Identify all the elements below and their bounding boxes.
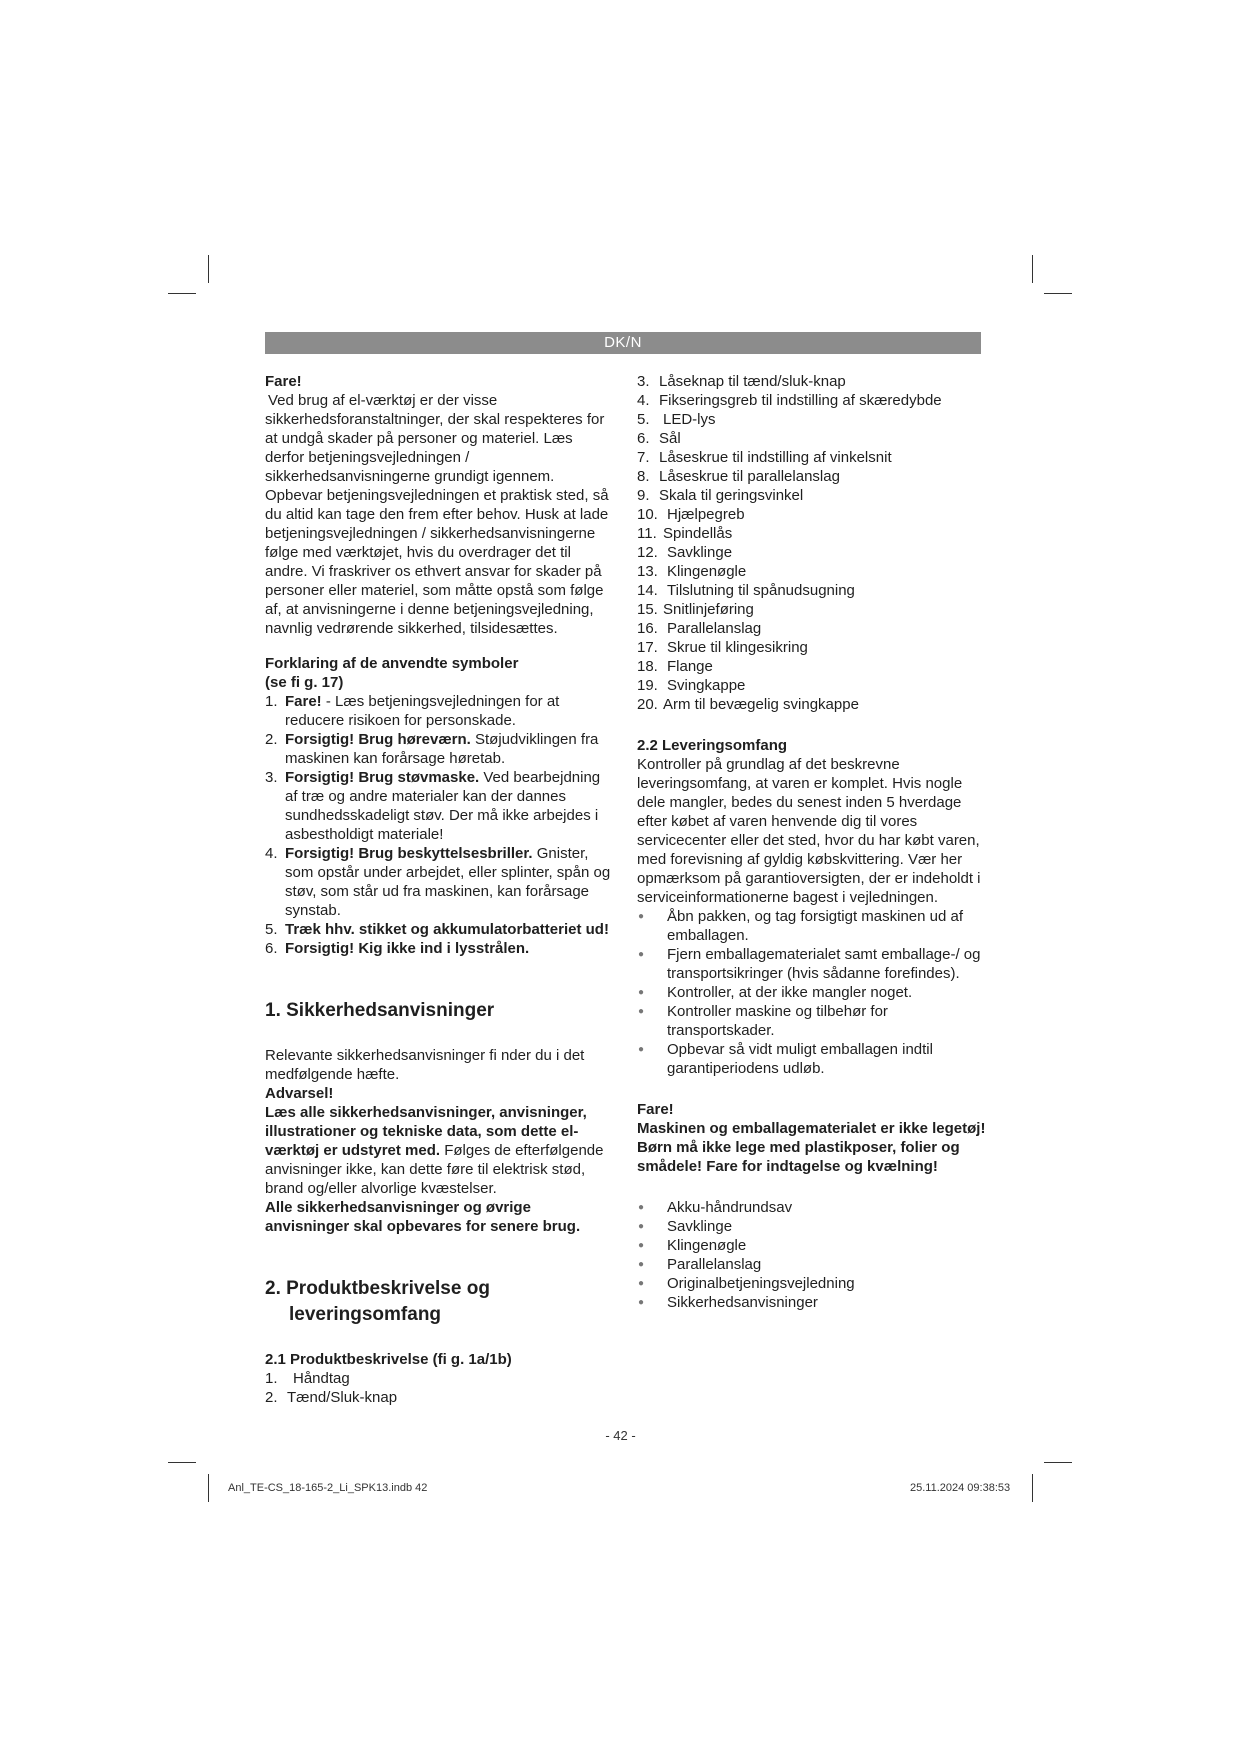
symbol-item: 1. Fare! - Læs betjeningsvejledningen for at reducere risikoen for personskade. xyxy=(265,693,560,729)
part-item: 1. Håndtag xyxy=(265,1370,350,1387)
part-item: 12. Savklinge xyxy=(637,544,733,561)
contents-item: ● Parallelanslag xyxy=(637,1255,987,1274)
unpack-steps-list xyxy=(637,907,987,1078)
part-item: 3. Låseknap til tænd/sluk-knap xyxy=(637,373,846,390)
symbol-item: 3. Forsigtig! Brug støvmaske. Ved bearbejdning af træ og andre materialer kan der dannes sundhedsskadeligt støv. Der må ikke arbejdes i asbestholdigt materiale! xyxy=(265,769,601,843)
contents-list xyxy=(637,1198,987,1312)
contents-item: ● Klingenøgle xyxy=(637,1236,987,1255)
unpack-step: ● Kontroller maskine og tilbehør for transportskader. xyxy=(637,1002,987,1040)
symbols-subheading: (se fi g. 17) xyxy=(265,674,344,691)
part-item: 4. Fikseringsgreb til indstilling af skæredybde xyxy=(637,392,942,409)
sub22-title: 2.2 Leveringsomfang xyxy=(637,737,788,754)
part-item: 16. Parallelanslag xyxy=(637,620,762,637)
part-item: 14. Tilslutning til spånudsugning xyxy=(637,582,855,599)
danger-text: Ved brug af el-værktøj er der visse sikkerhedsforanstaltninger, der skal respekteres for at undgå skader på personer og materiel. Læs derfor betjeningsvejledningen / sikkerhedsanvisningerne grundigt igennem. Opbevar betjeningsvejledningen et praktisk sted, så du altid kan tage den frem efter behov. Husk at lade betjeningsvejledningen / sikkerhedsanvisningerne følge med værktøjet, hvis du overdrager det til andre. Vi fraskriver os ethvert ansvar for skader på personer eller materiel, som måtte opstå som følge af, at anvisningerne i denne betjeningsvejledning, navnlig vedrørende sikkerhed, tilsidesættes. xyxy=(265,392,609,637)
crop-mark xyxy=(168,293,196,294)
page-number: - 42 - xyxy=(605,1428,636,1443)
section-tag: DK/N xyxy=(604,334,642,351)
crop-mark xyxy=(1044,293,1072,294)
unpack-step: ● Kontroller, at der ikke mangler noget. xyxy=(637,983,987,1002)
contents-item: ● Sikkerhedsanvisninger xyxy=(637,1293,987,1312)
part-item: 19. Svingkappe xyxy=(637,677,746,694)
part-item: 5. LED-lys xyxy=(637,411,716,428)
contents-item: ● Akku-håndrundsav xyxy=(637,1198,987,1217)
part-item: 10. Hjælpegreb xyxy=(637,506,745,523)
footer-file-info: Anl_TE-CS_18-165-2_Li_SPK13.indb 42 xyxy=(228,1482,428,1494)
section2-title: 2. Produktbeskrivelse og leveringsomfang xyxy=(265,1278,490,1325)
section-header-bar xyxy=(265,332,981,354)
unpack-step: ● Åbn pakken, og tag forsigtigt maskinen ud af emballagen. xyxy=(637,907,987,945)
crop-mark xyxy=(1032,255,1033,283)
part-item: 2. Tænd/Sluk-knap xyxy=(265,1389,398,1406)
part-item: 20. Arm til bevægelig svingkappe xyxy=(637,696,859,713)
symbol-item: 6. Forsigtig! Kig ikke ind i lysstrålen. xyxy=(265,940,530,957)
part-item: 9. Skala til geringsvinkel xyxy=(637,487,804,504)
symbol-item: 2. Forsigtig! Brug høreværn. Støjudviklingen fra maskinen kan forårsage høretab. xyxy=(265,731,599,767)
right-column xyxy=(637,372,987,1312)
part-item: 7. Låseskrue til indstilling af vinkelsnit xyxy=(637,449,892,466)
section1-title: 1. Sikkerhedsanvisninger xyxy=(265,1000,495,1021)
crop-mark xyxy=(168,1462,196,1463)
warning-title: Advarsel! xyxy=(265,1085,334,1102)
warning-text: Læs alle sikkerhedsanvisninger, anvisninger, illustrationer og tekniske data, som dette el-værktøj er udstyret med. Følges de efterfølgende anvisninger ikke, kan dette føre til elektrisk stød, brand og/eller alvorlige kvæstelser. xyxy=(265,1104,604,1197)
parts-list-start xyxy=(265,1369,613,1407)
part-item: 13. Klingenøgle xyxy=(637,563,747,580)
part-item: 11. Spindellås xyxy=(637,525,733,542)
part-item: 18. Flange xyxy=(637,658,713,675)
danger2-title: Fare! xyxy=(637,1101,674,1118)
crop-mark xyxy=(208,255,209,283)
left-column xyxy=(265,372,613,1407)
symbol-item: 4. Forsigtig! Brug beskyttelsesbriller. Gnister, som opstår under arbejdet, eller splinter, spån og støv, som står ud fra maskinen, kan forårsage synstab. xyxy=(265,845,611,919)
delivery-text: Kontroller på grundlag af det beskrevne leveringsomfang, at varen er komplet. Hvis nogle dele mangler, bedes du senest inden 5 hverdage efter købet af varen henvende dig til vores servicecenter eller det sted, hvor du har købt varen, med forevisning af gyldig købskvittering. Vær her opmærksom på garantioversigten, der er indeholdt i serviceinformationerne bagest i vejledningen. xyxy=(637,756,981,906)
section1-intro: Relevante sikkerhedsanvisninger fi nder du i det medfølgende hæfte. xyxy=(265,1047,585,1083)
part-item: 6. Sål xyxy=(637,430,681,447)
contents-item: ● Originalbetjeningsvejledning xyxy=(637,1274,987,1293)
part-item: 8. Låseskrue til parallelanslag xyxy=(637,468,840,485)
unpack-step: ● Opbevar så vidt muligt emballagen indtil garantiperiodens udløb. xyxy=(637,1040,987,1078)
keep-instructions-text: Alle sikkerhedsanvisninger og øvrige anvisninger skal opbevares for senere brug. xyxy=(265,1199,581,1235)
symbols-list xyxy=(265,692,613,958)
danger-title: Fare! xyxy=(265,373,302,390)
crop-mark xyxy=(1044,1462,1072,1463)
crop-mark xyxy=(1032,1474,1033,1502)
danger2-text: Maskinen og emballagematerialet er ikke legetøj! Børn må ikke lege med plastikposer, folier og smådele! Fare for indtagelse og kvælning! xyxy=(637,1120,986,1175)
symbol-item: 5. Træk hhv. stikket og akkumulatorbatteriet ud! xyxy=(265,921,609,938)
footer-date-info: 25.11.2024 09:38:53 xyxy=(910,1482,1011,1494)
unpack-step: ● Fjern emballagematerialet samt emballage-/ og transportsikringer (hvis sådanne forefindes). xyxy=(637,945,987,983)
part-item: 17. Skrue til klingesikring xyxy=(637,639,808,656)
parts-list-continued xyxy=(637,372,987,714)
sub21-title: 2.1 Produktbeskrivelse (fi g. 1a/1b) xyxy=(265,1351,512,1368)
part-item: 15. Snitlinjeføring xyxy=(637,601,754,618)
crop-mark xyxy=(208,1474,209,1502)
symbols-heading: Forklaring af de anvendte symboler xyxy=(265,655,519,672)
contents-item: ● Savklinge xyxy=(637,1217,987,1236)
